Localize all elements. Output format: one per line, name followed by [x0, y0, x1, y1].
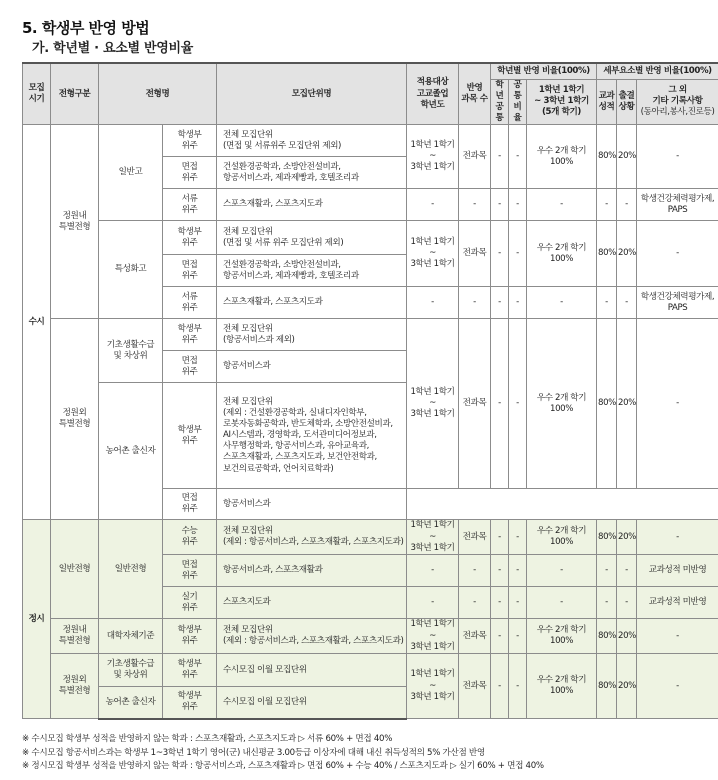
- table-row: [23, 125, 718, 157]
- jeongsi-section: [23, 520, 718, 719]
- other: 학생건강체력평가제, PAPS: [637, 287, 718, 319]
- ratio-table: [22, 62, 718, 720]
- type-general: 일반고: [99, 125, 163, 221]
- method-hakwi: 학생부 위주: [163, 319, 217, 351]
- subjects: -: [459, 287, 491, 319]
- unit-remain: 수시모집 이월 모집단위: [217, 687, 407, 719]
- grade-common: -: [491, 520, 509, 555]
- other: -: [637, 619, 718, 654]
- subject-score: 80%: [597, 619, 617, 654]
- subjects: 전과목: [459, 619, 491, 654]
- subjects: 전과목: [459, 319, 491, 489]
- footnote: ※ 수시모집 항공서비스과는 학생부 1~3학년 1학기 영어(군) 내신평균 3.00등급 이상자에 대해 내신 취득성적의 5% 가산점 반영: [22, 747, 485, 758]
- hdr-unit: 모집단위명: [217, 63, 407, 125]
- unit-interview: 건설환경공학과, 소방안전설비과, 항공서비스과, 제과제빵과, 호텔조리과: [217, 255, 407, 287]
- hdr-years: 적용대상 고교졸업 학년도: [407, 63, 459, 125]
- attendance: 20%: [617, 221, 637, 287]
- semesters: -: [527, 555, 597, 587]
- subjects: 전과목: [459, 221, 491, 287]
- grade-common: -: [491, 287, 509, 319]
- category-out: 정원외 특별전형: [51, 654, 99, 719]
- attendance: -: [617, 587, 637, 619]
- semesters: -: [527, 189, 597, 221]
- years: 1학년 1학기 ~ 3학년 1학기: [407, 125, 459, 189]
- hdr-grade-ratio: 학년별 반영 비율(100%): [491, 63, 597, 79]
- attendance: -: [617, 189, 637, 221]
- type-basic: 기초생활수급 및 차상위: [99, 654, 163, 687]
- subject-score: 80%: [597, 520, 617, 555]
- semesters: 우수 2개 학기 100%: [527, 619, 597, 654]
- method-hakwi: 학생부 위주: [163, 383, 217, 489]
- hdr-type: 전형명: [99, 63, 217, 125]
- common-ratio: -: [509, 189, 527, 221]
- subject-score: 80%: [597, 221, 617, 287]
- method-hakwi: 학생부 위주: [163, 654, 217, 687]
- semesters: -: [527, 287, 597, 319]
- attendance: 20%: [617, 319, 637, 489]
- hdr-other: 그 외 기타 기록사항 (동아리,봉사,진로등): [637, 79, 718, 125]
- semesters: 우수 2개 학기 100%: [527, 654, 597, 719]
- other: 교과성적 미반영: [637, 555, 718, 587]
- method-myeonwi: 면접 위주: [163, 555, 217, 587]
- common-ratio: -: [509, 587, 527, 619]
- type-general: 일반전형: [99, 520, 163, 619]
- common-ratio: -: [509, 287, 527, 319]
- section-subtitle: 가. 학년별 · 요소별 반영비율: [32, 41, 194, 56]
- subjects: -: [459, 189, 491, 221]
- other: 학생건강체력평가제, PAPS: [637, 189, 718, 221]
- unit-all-excl2: 전체 모집단위 (면접 및 서류 위주 모집단위 제외): [217, 221, 407, 255]
- grade-common: -: [491, 221, 509, 287]
- attendance: -: [617, 287, 637, 319]
- time-jeongsi: 정시: [23, 520, 51, 719]
- table-row: [23, 619, 718, 654]
- semesters: 우수 2개 학기 100%: [527, 125, 597, 189]
- table-row: [23, 654, 718, 687]
- hdr-other-sub: (동아리,봉사,진로등): [640, 107, 715, 118]
- years: 1학년 1학기 ~ 3학년 1학기: [407, 319, 459, 489]
- subject-score: 80%: [597, 125, 617, 189]
- method-suwi: 수능 위주: [163, 520, 217, 555]
- method-hakwi: 학생부 위주: [163, 125, 217, 157]
- years: 1학년 1학기 ~ 3학년 1학기: [407, 619, 459, 654]
- unit-sports: 스포츠재활과, 스포츠지도과: [217, 189, 407, 221]
- section-title: 5. 학생부 반영 방법: [22, 19, 150, 37]
- attendance: 20%: [617, 125, 637, 189]
- subjects: 전과목: [459, 654, 491, 719]
- method-myeonwi: 면접 위주: [163, 157, 217, 189]
- unit-univ: 전체 모집단위 (제외 : 항공서비스과, 스포츠재활과, 스포츠지도과): [217, 619, 407, 654]
- common-ratio: -: [509, 520, 527, 555]
- method-myeonwi: 면접 위주: [163, 489, 217, 520]
- subject-score: -: [597, 555, 617, 587]
- unit-air: 항공서비스과: [217, 489, 407, 520]
- table-row: [23, 520, 718, 555]
- unit-all-excl: 전체 모집단위 (면접 및 서류위주 모집단위 제외): [217, 125, 407, 157]
- other: 교과성적 미반영: [637, 587, 718, 619]
- method-myeonwi: 면접 위주: [163, 351, 217, 383]
- subjects: 전과목: [459, 125, 491, 189]
- method-seowi: 서류 위주: [163, 189, 217, 221]
- other: -: [637, 125, 718, 189]
- type-basic: 기초생활수급 및 차상위: [99, 319, 163, 383]
- grade-common: -: [491, 587, 509, 619]
- hdr-grade-common: 학년 공통: [491, 79, 509, 125]
- unit-interview: 항공서비스과, 스포츠재활과: [217, 555, 407, 587]
- years: 1학년 1학기 ~ 3학년 1학기: [407, 654, 459, 719]
- grade-common: -: [491, 125, 509, 189]
- other: -: [637, 319, 718, 489]
- hdr-subjects: 반영 과목 수: [459, 63, 491, 125]
- semesters: 우수 2개 학기 100%: [527, 520, 597, 555]
- semesters: 우수 2개 학기 100%: [527, 221, 597, 287]
- attendance: -: [617, 555, 637, 587]
- years: -: [407, 587, 459, 619]
- grade-common: -: [491, 619, 509, 654]
- common-ratio: -: [509, 319, 527, 489]
- unit-air: 항공서비스과: [217, 351, 407, 383]
- type-univ: 대학자체기준: [99, 619, 163, 654]
- subjects: -: [459, 555, 491, 587]
- unit-interview: 건설환경공학과, 소방안전설비과, 항공서비스과, 제과제빵과, 호텔조리과: [217, 157, 407, 189]
- common-ratio: -: [509, 619, 527, 654]
- common-ratio: -: [509, 555, 527, 587]
- attendance: 20%: [617, 619, 637, 654]
- subject-score: -: [597, 189, 617, 221]
- susi-section: [23, 125, 718, 520]
- method-silwi: 실기 위주: [163, 587, 217, 619]
- method-myeonwi: 면접 위주: [163, 255, 217, 287]
- unit-sports: 스포츠재활과, 스포츠지도과: [217, 287, 407, 319]
- other: -: [637, 654, 718, 719]
- grade-common: -: [491, 319, 509, 489]
- attendance: 20%: [617, 520, 637, 555]
- method-hakwi: 학생부 위주: [163, 687, 217, 719]
- category-in: 정원내 특별전형: [51, 619, 99, 654]
- grade-common: -: [491, 189, 509, 221]
- subject-score: -: [597, 287, 617, 319]
- hdr-semesters: 1학년 1학기 ~ 3학년 1학기 (5개 학기): [527, 79, 597, 125]
- subject-score: 80%: [597, 654, 617, 719]
- subject-score: -: [597, 587, 617, 619]
- years: -: [407, 189, 459, 221]
- years: 1학년 1학기 ~ 3학년 1학기: [407, 221, 459, 287]
- type-rural: 농어촌 출신자: [99, 383, 163, 520]
- common-ratio: -: [509, 654, 527, 719]
- unit-remain: 수시모집 이월 모집단위: [217, 654, 407, 687]
- years: -: [407, 555, 459, 587]
- category-out: 정원외 특별전형: [51, 319, 99, 520]
- semesters: 우수 2개 학기 100%: [527, 319, 597, 489]
- common-ratio: -: [509, 221, 527, 287]
- footnotes: [22, 733, 544, 774]
- hdr-time: 모집 시기: [23, 63, 51, 125]
- type-rural: 농어촌 출신자: [99, 687, 163, 719]
- method-hakwi: 학생부 위주: [163, 221, 217, 255]
- grade-common: -: [491, 654, 509, 719]
- unit-practical: 스포츠지도과: [217, 587, 407, 619]
- hdr-category: 전형구분: [51, 63, 99, 125]
- years: 1학년 1학기 ~ 3학년 1학기: [407, 520, 459, 555]
- other: -: [637, 520, 718, 555]
- footnote: ※ 정시모집 학생부 성적을 반영하지 않는 학과 : 항공서비스과, 스포츠재활과 ▷ 면접 60% + 수능 40% / 스포츠지도과 ▷ 실기 60% + 면접 40%: [22, 761, 544, 771]
- footnote: ※ 수시모집 학생부 성적을 반영하지 않는 학과 : 스포츠재활과, 스포츠지도과 ▷ 서류 60% + 면접 40%: [22, 734, 393, 744]
- unit-suneung: 전체 모집단위 (제외 : 항공서비스과, 스포츠재활과, 스포츠지도과): [217, 520, 407, 555]
- hdr-element-ratio: 세부요소별 반영 비율(100%): [597, 63, 718, 79]
- years: -: [407, 287, 459, 319]
- other: -: [637, 221, 718, 287]
- grade-common: -: [491, 555, 509, 587]
- subjects: -: [459, 587, 491, 619]
- type-special: 특성화고: [99, 221, 163, 319]
- method-seowi: 서류 위주: [163, 287, 217, 319]
- unit-rural: 전체 모집단위 (제외 : 건설환경공학과, 실내디자인학부, 로봇자동화공학과, 반도체학과, 소방안전설비과, AI시스템과, 경영학과, 도서관미디어정보과, 사무행정학과, 항공서비스과, 유아교육과, 스포츠재활과, 스포츠지도과, 보건안전학과, 보건의료공학과, 언어치료학과): [217, 383, 407, 489]
- unit-basic: 전체 모집단위 (항공서비스과 제외): [217, 319, 407, 351]
- method-hakwi: 학생부 위주: [163, 619, 217, 654]
- subject-score: 80%: [597, 319, 617, 489]
- category-in: 정원내 특별전형: [51, 125, 99, 319]
- table-row: [23, 319, 718, 351]
- category-general: 일반전형: [51, 520, 99, 619]
- hdr-subject-score: 교과 성적: [597, 79, 617, 125]
- table-row: [23, 221, 718, 255]
- common-ratio: -: [509, 125, 527, 189]
- time-susi: 수시: [23, 125, 51, 520]
- attendance: 20%: [617, 654, 637, 719]
- semesters: -: [527, 587, 597, 619]
- subjects: 전과목: [459, 520, 491, 555]
- hdr-common-ratio: 공통 비율: [509, 79, 527, 125]
- hdr-attendance: 출결 상황: [617, 79, 637, 125]
